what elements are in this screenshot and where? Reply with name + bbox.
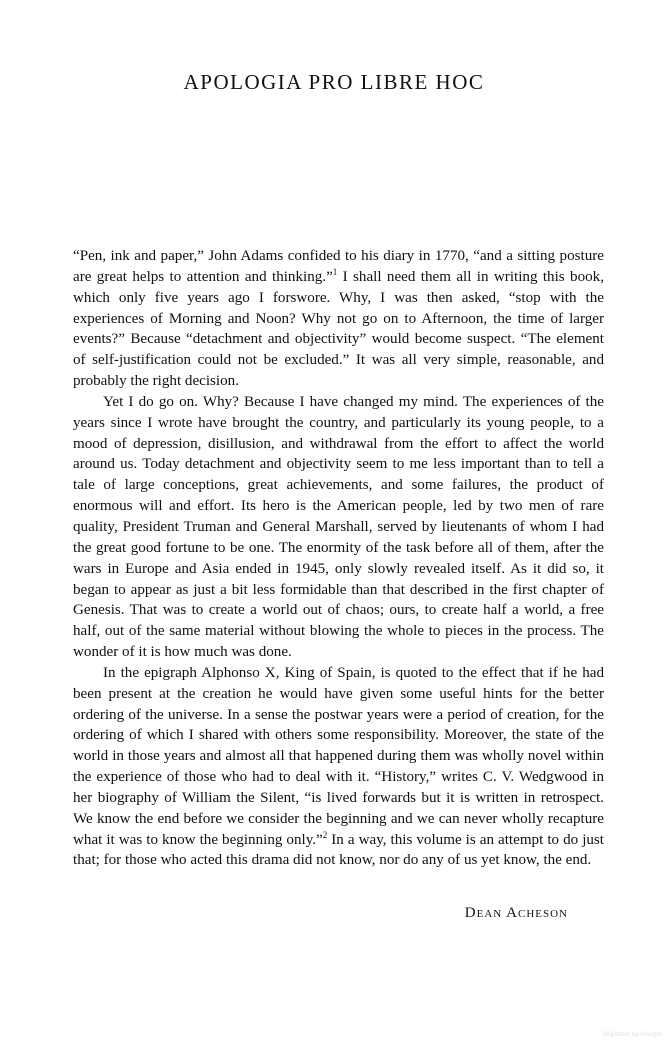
author-signature: Dean Acheson (464, 905, 568, 921)
paragraph-text: “Pen, ink and paper,” John Adams confided to his diary in 1770, “and a sitting posture are great helps to attention and thinking.” (73, 248, 604, 285)
footnote-marker: 2 (322, 829, 328, 840)
paragraph-text: In a way, this volume is an attempt to do just that; for those who acted this drama did not know, nor do any of us yet know, the end. (73, 831, 605, 869)
body-text (73, 246, 604, 871)
paragraph-text: In the epigraph Alphonso X, King of Spain, is quoted to the effect that if he had been present at the creation he would have given some useful hints for the better ordering of the universe. In a sense the postwar years were a period of creation, for the ordering of which I shared with others some responsibility. Moreover, the state of the world in those years and almost all that happened during them was wholly novel within the experience of those who had to deal with it. “History,” writes C. V. Wedgwood in her biography of William the Silent, “is lived forwards but it is written in retrospect. We know the end before we consider the beginning and we can never wholly recapture what it was to know the beginning only.” (73, 664, 604, 848)
footnote-marker: 1 (332, 266, 338, 277)
paragraph-text: Yet I do go on. Why? Because I have changed my mind. The experiences of the years since I wrote have brought the country, and particularly its young people, to a mood of depression, disillusion, and withdrawal from the effort to affect the world around us. Today detachment and objectivity seem to me less important than to tell a tale of large conceptions, great achievements, and some failures, the product of enormous will and effort. Its hero is the American people, led by two men of rare quality, President Truman and General Marshall, served by lieutenants of whom I had the great good fortune to be one. The enormity of the task before all of them, after the wars in Europe and Asia ended in 1945, only slowly revealed itself. As it did so, it began to appear as just a bit less formidable than that described in the first chapter of Genesis. That was to create a world out of chaos; ours, to create half a world, a free half, out of the same material without blowing the whole to pieces in the process. The wonder of it is how much was done. (73, 393, 604, 661)
paragraph (73, 663, 604, 871)
watermark: Digitized by Google (603, 1031, 662, 1038)
page-title: APOLOGIA PRO LIBRE HOC (183, 70, 485, 94)
paragraph (73, 246, 604, 392)
paragraph (73, 392, 604, 663)
paragraph-text: I shall need them all in writing this book, which only five years ago I forswore. Why, I was then asked, “stop with the experiences of Morning and Noon? Why not go on to Afternoon, the time of larger events?” Because “detachment and objectivity” would become suspect. “The element of self-justification could not be excluded.” It was all very simple, reasonable, and probably the right decision. (73, 268, 604, 390)
